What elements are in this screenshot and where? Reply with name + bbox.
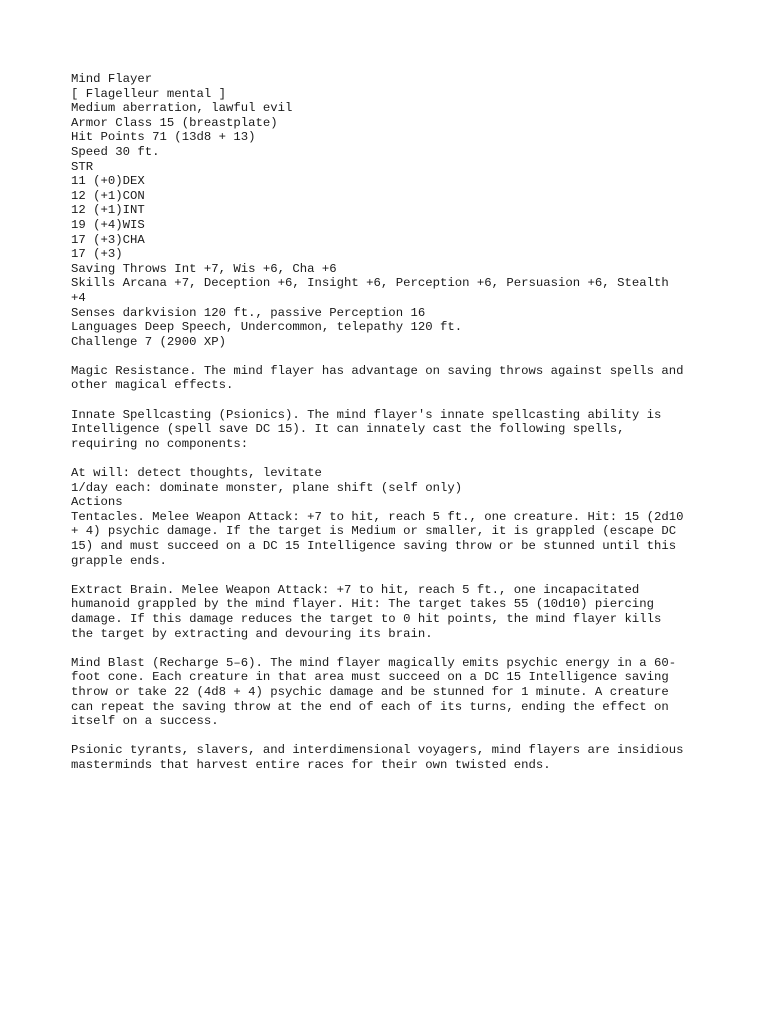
innate-spellcasting-line: Innate Spellcasting (Psionics). The mind flayer's innate spellcasting ability is [71,407,662,422]
ability-line: 19 (+4)WIS [71,217,145,232]
innate-spellcasting-line: requiring no components: [71,436,249,451]
challenge: Challenge 7 (2900 XP) [71,334,226,349]
tentacles-line: + 4) psychic damage. If the target is Medium or smaller, it is grappled (escape DC [71,524,677,539]
extract-brain-line: Extract Brain. Melee Weapon Attack: +7 to hit, reach 5 ft., one incapacitated [71,582,640,597]
innate-spellcasting-line: Intelligence (spell save DC 15). It can innately cast the following spells, [71,422,625,437]
paragraph-gap [71,729,711,744]
creature-alt-name: [ Flagelleur mental ] [71,86,226,101]
paragraph-gap [71,451,711,466]
skills-line: +4 [71,290,86,305]
ability-line: 12 (+1)INT [71,203,145,218]
ability-line: 17 (+3)CHA [71,232,145,247]
spell-list-line: At will: detect thoughts, levitate [71,466,322,481]
mind-blast-line: throw or take 22 (4d8 + 4) psychic damage and be stunned for 1 minute. A creature [71,684,669,699]
ability-line: STR [71,159,94,174]
magic-resistance-line: other magical effects. [71,378,234,393]
extract-brain-line: the target by extracting and devouring its brain. [71,626,433,641]
mind-blast-line: Mind Blast (Recharge 5–6). The mind flayer magically emits psychic energy in a 60- [71,655,677,670]
mind-blast-line: itself on a success. [71,714,219,729]
paragraph-gap [71,641,711,656]
description-line: Psionic tyrants, slavers, and interdimensional voyagers, mind flayers are insidious [71,743,684,758]
tentacles-line: 15) and must succeed on a DC 15 Intelligence saving throw or be stunned until this [71,539,677,553]
armor-class: Armor Class 15 (breastplate) [71,115,278,130]
actions-heading: Actions [71,495,123,510]
paragraph-gap [71,349,711,364]
languages: Languages Deep Speech, Undercommon, telepathy 120 ft. [71,320,463,335]
creature-name: Mind Flayer [71,72,153,86]
hit-points: Hit Points 71 (13d8 + 13) [71,130,256,145]
creature-type-line: Medium aberration, lawful evil [71,101,293,116]
extract-brain-line: humanoid grappled by the mind flayer. Hit: The target takes 55 (10d10) piercing [71,597,654,612]
paragraph-gap [71,393,711,408]
spell-list-line: 1/day each: dominate monster, plane shift (self only) [71,480,463,495]
skills-line: Skills Arcana +7, Deception +6, Insight +6, Perception +6, Persuasion +6, Stealth [71,276,669,291]
senses: Senses darkvision 120 ft., passive Perception 16 [71,305,426,320]
saving-throws: Saving Throws Int +7, Wis +6, Cha +6 [71,261,337,276]
ability-line: 17 (+3) [71,247,123,262]
mind-blast-line: can repeat the saving throw at the end of each of its turns, ending the effect on [71,699,669,714]
tentacles-line: grapple ends. [71,553,167,568]
extract-brain-line: damage. If this damage reduces the target to 0 hit points, the mind flayer kills [71,611,662,626]
paragraph-gap [71,568,711,583]
ability-line: 11 (+0)DEX [71,174,145,189]
description-line: masterminds that harvest entire races for their own twisted ends. [71,757,551,772]
stat-block-document [71,72,711,773]
speed: Speed 30 ft. [71,144,160,159]
mind-blast-line: foot cone. Each creature in that area must succeed on a DC 15 Intelligence saving [71,670,669,685]
magic-resistance-line: Magic Resistance. The mind flayer has advantage on saving throws against spells and [71,363,684,378]
tentacles-line: Tentacles. Melee Weapon Attack: +7 to hit, reach 5 ft., one creature. Hit: 15 (2d10 [71,509,684,524]
ability-line: 12 (+1)CON [71,188,145,203]
